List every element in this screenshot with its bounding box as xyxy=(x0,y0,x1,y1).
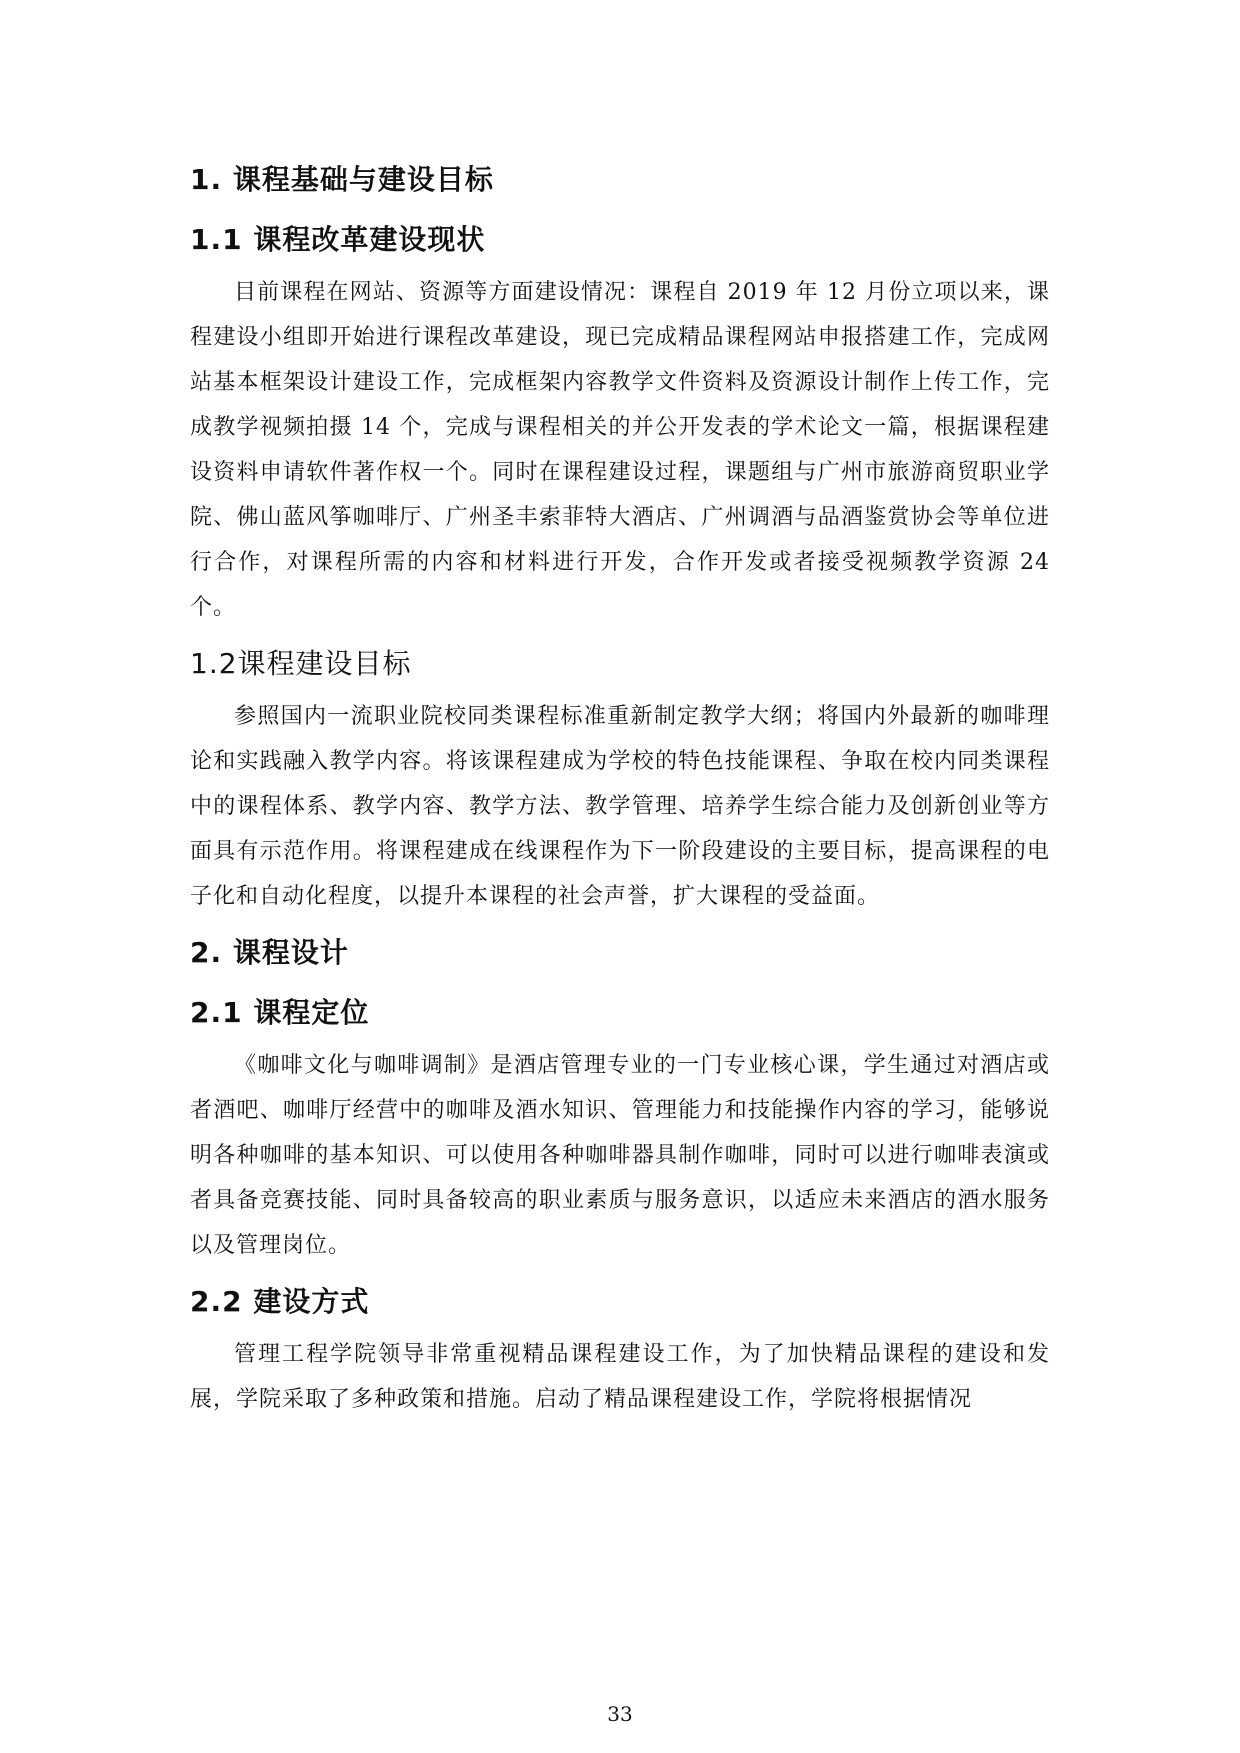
page-content xyxy=(190,158,1050,1434)
section-2-heading: 2. 课程设计 xyxy=(190,936,349,969)
section-1-1-paragraph: 目前课程在网站、资源等方面建设情况：课程自 2019 年 12 月份立项以来，课程建设小组即开始进行课程改革建设，现已完成精品课程网站申报搭建工作，完成网站基本框架设计建设工作，完成框架内容教学文件资料及资源设计制作上传工作，完成教学视频拍摄 14 个，完成与课程相关的并公开发表的学术论文一篇，根据课程建设资料申请软件著作权一个。同时在课程建设过程，课题组与广州市旅游商贸职业学院、佛山蓝风筝咖啡厅、广州圣丰索菲特大酒店、广州调酒与品酒鉴赏协会等单位进行合作，对课程所需的内容和材料进行开发，合作开发或者接受视频教学资源 24 个。 xyxy=(190,280,1050,620)
section-2-2-paragraph: 管理工程学院领导非常重视精品课程建设工作，为了加快精品课程的建设和发展，学院采取了多种政策和措施。启动了精品课程建设工作，学院将根据情况 xyxy=(190,1342,1050,1412)
section-2-1-paragraph: 《咖啡文化与咖啡调制》是酒店管理专业的一门专业核心课，学生通过对酒店或者酒吧、咖啡厅经营中的咖啡及酒水知识、管理能力和技能操作内容的学习，能够说明各种咖啡的基本知识、可以使用各种咖啡器具制作咖啡，同时可以进行咖啡表演或者具备竞赛技能、同时具备较高的职业素质与服务意识，以适应未来酒店的酒水服务以及管理岗位。 xyxy=(190,1053,1050,1258)
section-1-heading: 1. 课程基础与建设目标 xyxy=(190,163,494,196)
page-number: 33 xyxy=(607,1702,633,1726)
section-1-2-paragraph: 参照国内一流职业院校同类课程标准重新制定教学大纲；将国内外最新的咖啡理论和实践融入教学内容。将该课程建成为学校的特色技能课程、争取在校内同类课程中的课程体系、教学内容、教学方法、教学管理、培养学生综合能力及创新创业等方面具有示范作用。将课程建成在线课程作为下一阶段建设的主要目标，提高课程的电子化和自动化程度，以提升本课程的社会声誉，扩大课程的受益面。 xyxy=(190,704,1050,909)
section-2-2-heading: 2.2 建设方式 xyxy=(190,1285,370,1318)
section-1-2-heading: 1.2课程建设目标 xyxy=(190,647,412,680)
section-1-1-heading: 1.1 课程改革建设现状 xyxy=(190,223,486,256)
section-2-1-heading: 2.1 课程定位 xyxy=(190,996,370,1029)
